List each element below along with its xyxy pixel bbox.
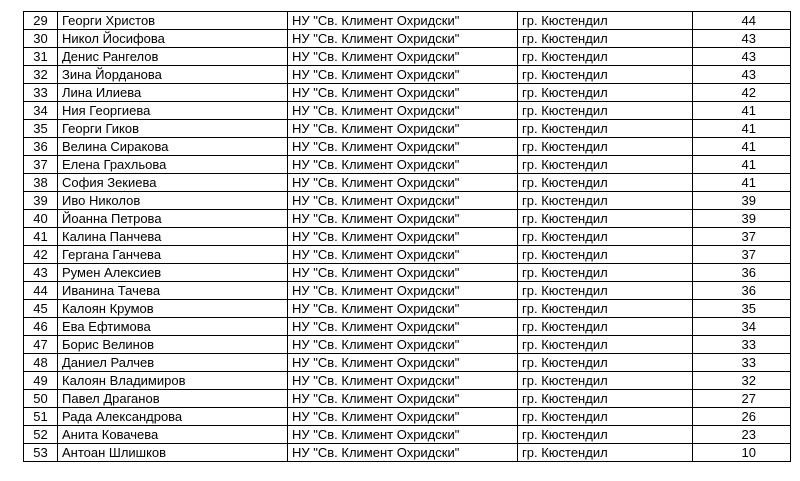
student-name-cell: Румен Алексиев	[58, 264, 288, 282]
score-cell: 39	[693, 192, 791, 210]
school-cell: НУ "Св. Климент Охридски"	[288, 30, 518, 48]
row-number-cell: 40	[24, 210, 58, 228]
table-row	[24, 426, 791, 444]
student-name-cell: София Зекиева	[58, 174, 288, 192]
city-cell: гр. Кюстендил	[518, 318, 693, 336]
table-row	[24, 246, 791, 264]
city-cell: гр. Кюстендил	[518, 102, 693, 120]
city-cell: гр. Кюстендил	[518, 372, 693, 390]
student-name-cell: Никол Йосифова	[58, 30, 288, 48]
score-cell: 10	[693, 444, 791, 462]
table-row	[24, 102, 791, 120]
school-cell: НУ "Св. Климент Охридски"	[288, 210, 518, 228]
score-cell: 26	[693, 408, 791, 426]
score-cell: 43	[693, 48, 791, 66]
score-cell: 34	[693, 318, 791, 336]
student-name-cell: Ния Георгиева	[58, 102, 288, 120]
school-cell: НУ "Св. Климент Охридски"	[288, 192, 518, 210]
student-name-cell: Елена Грахльова	[58, 156, 288, 174]
table-row	[24, 336, 791, 354]
school-cell: НУ "Св. Климент Охридски"	[288, 264, 518, 282]
table-row	[24, 408, 791, 426]
school-cell: НУ "Св. Климент Охридски"	[288, 12, 518, 30]
school-cell: НУ "Св. Климент Охридски"	[288, 84, 518, 102]
student-name-cell: Георги Христов	[58, 12, 288, 30]
student-name-cell: Калоян Владимиров	[58, 372, 288, 390]
student-name-cell: Калина Панчева	[58, 228, 288, 246]
student-name-cell: Анита Ковачева	[58, 426, 288, 444]
school-cell: НУ "Св. Климент Охридски"	[288, 336, 518, 354]
score-cell: 27	[693, 390, 791, 408]
student-name-cell: Калоян Крумов	[58, 300, 288, 318]
score-cell: 33	[693, 336, 791, 354]
table-row	[24, 300, 791, 318]
row-number-cell: 39	[24, 192, 58, 210]
city-cell: гр. Кюстендил	[518, 264, 693, 282]
city-cell: гр. Кюстендил	[518, 66, 693, 84]
row-number-cell: 31	[24, 48, 58, 66]
table-row	[24, 264, 791, 282]
school-cell: НУ "Св. Климент Охридски"	[288, 372, 518, 390]
table-row	[24, 318, 791, 336]
student-name-cell: Георги Гиков	[58, 120, 288, 138]
score-cell: 36	[693, 264, 791, 282]
row-number-cell: 51	[24, 408, 58, 426]
school-cell: НУ "Св. Климент Охридски"	[288, 444, 518, 462]
student-name-cell: Иво Николов	[58, 192, 288, 210]
results-table-body	[24, 12, 791, 462]
row-number-cell: 48	[24, 354, 58, 372]
row-number-cell: 38	[24, 174, 58, 192]
school-cell: НУ "Св. Климент Охридски"	[288, 66, 518, 84]
student-name-cell: Велина Сиракова	[58, 138, 288, 156]
school-cell: НУ "Св. Климент Охридски"	[288, 246, 518, 264]
table-row	[24, 174, 791, 192]
table-row	[24, 48, 791, 66]
table-row	[24, 30, 791, 48]
city-cell: гр. Кюстендил	[518, 120, 693, 138]
table-row	[24, 66, 791, 84]
score-cell: 42	[693, 84, 791, 102]
score-cell: 36	[693, 282, 791, 300]
score-cell: 41	[693, 174, 791, 192]
city-cell: гр. Кюстендил	[518, 138, 693, 156]
table-row	[24, 138, 791, 156]
student-name-cell: Рада Александрова	[58, 408, 288, 426]
row-number-cell: 47	[24, 336, 58, 354]
city-cell: гр. Кюстендил	[518, 210, 693, 228]
row-number-cell: 41	[24, 228, 58, 246]
student-name-cell: Гергана Ганчева	[58, 246, 288, 264]
row-number-cell: 50	[24, 390, 58, 408]
school-cell: НУ "Св. Климент Охридски"	[288, 354, 518, 372]
school-cell: НУ "Св. Климент Охридски"	[288, 48, 518, 66]
student-name-cell: Даниел Ралчев	[58, 354, 288, 372]
student-name-cell: Зина Йорданова	[58, 66, 288, 84]
results-table	[23, 11, 791, 462]
school-cell: НУ "Св. Климент Охридски"	[288, 390, 518, 408]
score-cell: 41	[693, 120, 791, 138]
row-number-cell: 49	[24, 372, 58, 390]
student-name-cell: Павел Драганов	[58, 390, 288, 408]
city-cell: гр. Кюстендил	[518, 156, 693, 174]
row-number-cell: 46	[24, 318, 58, 336]
row-number-cell: 37	[24, 156, 58, 174]
row-number-cell: 45	[24, 300, 58, 318]
school-cell: НУ "Св. Климент Охридски"	[288, 228, 518, 246]
score-cell: 33	[693, 354, 791, 372]
table-row	[24, 84, 791, 102]
city-cell: гр. Кюстендил	[518, 174, 693, 192]
school-cell: НУ "Св. Климент Охридски"	[288, 426, 518, 444]
school-cell: НУ "Св. Климент Охридски"	[288, 318, 518, 336]
city-cell: гр. Кюстендил	[518, 12, 693, 30]
city-cell: гр. Кюстендил	[518, 426, 693, 444]
row-number-cell: 32	[24, 66, 58, 84]
score-cell: 43	[693, 66, 791, 84]
score-cell: 39	[693, 210, 791, 228]
score-cell: 41	[693, 156, 791, 174]
city-cell: гр. Кюстендил	[518, 246, 693, 264]
score-cell: 23	[693, 426, 791, 444]
city-cell: гр. Кюстендил	[518, 282, 693, 300]
city-cell: гр. Кюстендил	[518, 48, 693, 66]
score-cell: 41	[693, 102, 791, 120]
score-cell: 37	[693, 246, 791, 264]
city-cell: гр. Кюстендил	[518, 192, 693, 210]
row-number-cell: 42	[24, 246, 58, 264]
table-row	[24, 192, 791, 210]
table-row	[24, 12, 791, 30]
school-cell: НУ "Св. Климент Охридски"	[288, 120, 518, 138]
school-cell: НУ "Св. Климент Охридски"	[288, 102, 518, 120]
school-cell: НУ "Св. Климент Охридски"	[288, 282, 518, 300]
city-cell: гр. Кюстендил	[518, 30, 693, 48]
row-number-cell: 30	[24, 30, 58, 48]
city-cell: гр. Кюстендил	[518, 408, 693, 426]
score-cell: 35	[693, 300, 791, 318]
score-cell: 37	[693, 228, 791, 246]
school-cell: НУ "Св. Климент Охридски"	[288, 138, 518, 156]
city-cell: гр. Кюстендил	[518, 444, 693, 462]
row-number-cell: 36	[24, 138, 58, 156]
row-number-cell: 44	[24, 282, 58, 300]
table-row	[24, 372, 791, 390]
city-cell: гр. Кюстендил	[518, 228, 693, 246]
score-cell: 44	[693, 12, 791, 30]
row-number-cell: 43	[24, 264, 58, 282]
row-number-cell: 33	[24, 84, 58, 102]
table-row	[24, 390, 791, 408]
student-name-cell: Денис Рангелов	[58, 48, 288, 66]
row-number-cell: 29	[24, 12, 58, 30]
table-row	[24, 210, 791, 228]
school-cell: НУ "Св. Климент Охридски"	[288, 300, 518, 318]
school-cell: НУ "Св. Климент Охридски"	[288, 408, 518, 426]
student-name-cell: Иванина Тачева	[58, 282, 288, 300]
row-number-cell: 52	[24, 426, 58, 444]
table-row	[24, 282, 791, 300]
table-row	[24, 444, 791, 462]
student-name-cell: Лина Илиева	[58, 84, 288, 102]
score-cell: 43	[693, 30, 791, 48]
score-cell: 41	[693, 138, 791, 156]
school-cell: НУ "Св. Климент Охридски"	[288, 174, 518, 192]
city-cell: гр. Кюстендил	[518, 84, 693, 102]
city-cell: гр. Кюстендил	[518, 336, 693, 354]
table-row	[24, 156, 791, 174]
school-cell: НУ "Св. Климент Охридски"	[288, 156, 518, 174]
row-number-cell: 35	[24, 120, 58, 138]
city-cell: гр. Кюстендил	[518, 390, 693, 408]
student-name-cell: Йоанна Петрова	[58, 210, 288, 228]
row-number-cell: 53	[24, 444, 58, 462]
student-name-cell: Ева Ефтимова	[58, 318, 288, 336]
table-row	[24, 120, 791, 138]
table-row	[24, 228, 791, 246]
table-row	[24, 354, 791, 372]
student-name-cell: Борис Велинов	[58, 336, 288, 354]
city-cell: гр. Кюстендил	[518, 300, 693, 318]
row-number-cell: 34	[24, 102, 58, 120]
city-cell: гр. Кюстендил	[518, 354, 693, 372]
score-cell: 32	[693, 372, 791, 390]
student-name-cell: Антоан Шлишков	[58, 444, 288, 462]
